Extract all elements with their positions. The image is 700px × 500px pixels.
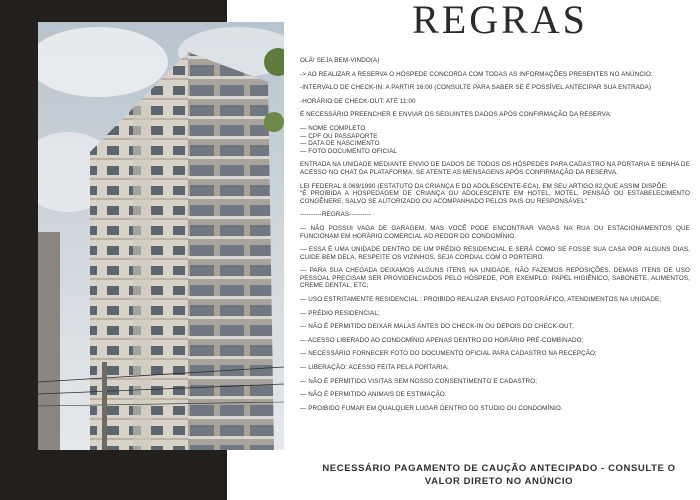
rule-item: — NÃO É PERMITIDO VISITAS SEM NOSSO CONSENTIMENTO E CADASTRO;	[300, 377, 538, 385]
page-title: REGRAS	[412, 0, 588, 42]
agree-text: -> AO REALIZAR A RESERVA O HÓSPEDE CONCORDA COM TODAS AS INFORMAÇÕES PRESENTES NO ANÚNCIO:	[300, 70, 653, 78]
rule-item: — ESSA É UMA UNIDADE DENTRO DE UM PRÉDIO RESIDENCIAL E SERÁ COMO SE FOSSE SUA CASA POR ALGUNS DIAS, CUIDE BEM DELA, RESPEITE OS VIZINHOS, SEJA CORDIAL COM O PORTEIRO.	[300, 246, 690, 261]
rule-item: — PARA SUA CHEGADA DEIXAMOS ALGUNS ITENS NA UNIDADE, NÃO FAZEMOS REPOSIÇÕES, DEMAIS ITENS DE USO PESSOAL PRECISAM SER PROVIDENCIADOS PELO HÓSPEDE, POR EXEMPLO: PAPEL HIGIÊNICO, SABONETE, ALIMENTOS, CREME DENTAL, ETC;	[300, 267, 690, 290]
list-item: — FOTO DOCUMENTO OFICIAL	[300, 147, 397, 155]
building-photo	[38, 22, 284, 450]
rule-item: — PRÉDIO RESIDENCIAL;	[300, 309, 380, 317]
checkout-text: -HORÁRIO DE CHECK-OUT: ATÉ 11:00	[300, 97, 416, 105]
lei-paragraph: LEI FEDERAL 8.069/1990 (ESTATUTO DA CRIANÇA E DO ADOLESCENTE-ECA), EM SEU ARTIGO 82,QUE ASSIM DISPÕE:	[300, 182, 668, 190]
required-intro: É NECESSÁRIO PREENCHER E ENVIAR OS SEGUINTES DADOS APÓS CONFIRMAÇÃO DA RESERVA:	[300, 111, 612, 119]
regras-divider: ----------REGRAS----------	[300, 211, 372, 219]
deposit-line-1: NECESSÁRIO PAGAMENTO DE CAUÇÃO ANTECIPADO - CONSULTE O	[322, 463, 676, 474]
rule-item: — PROIBIDO FUMAR EM QUALQUER LUGAR DENTRO DO STUDIO OU CONDOMÍNIO.	[300, 404, 563, 412]
rules-content	[300, 57, 690, 418]
list-item: — NOME COMPLETO	[300, 124, 366, 132]
entrada-paragraph: ENTRADA NA UNIDADE MEDIANTE ENVIO DE DADOS DE TODOS OS HÓSPEDES PARA CADASTRO NA PORTARIA E SENHA DE ACESSO NO CHAT DA PLATAFORMA, SE ATENTE AS MENSAGENS APÓS CONFIRMAÇÃO DA RESERVA.	[300, 161, 690, 176]
rule-item: — ACESSO LIBERADO AO CONDOMÍNIO APENAS DENTRO DO HORÁRIO PRÉ-COMBINADO;	[300, 336, 584, 344]
greeting-text: OLÁ! SEJA BEM-VINDO(A)	[300, 57, 380, 64]
list-item: — DATA DE NASCIMENTO	[300, 140, 380, 148]
list-item: — CPF OU PASSAPORTE	[300, 132, 378, 140]
rule-item: — NÃO POSSUI VAGA DE GARAGEM, MAS VOCÊ PODE ENCONTRAR VAGAS NA RUA OU ESTACIONAMENTOS QUE FUNCIONAM EM HORÁRIO COMERCIAL AO REDOR DO CONDOMÍNIO.	[300, 224, 690, 240]
rule-item: — NÃO É PERMITIDO DEIXAR MALAS ANTES DO CHECK-IN OU DEPOIS DO CHECK-OUT,	[300, 323, 574, 331]
lei-quote: “É PROIBIDA A HOSPEDAGEM DE CRIANÇA OU ADOLESCENTE EM HOTEL, MOTEL, PENSÃO OU ESTABELECIMENTO CONGÊNERE, SALVO SE AUTORIZADO OU ACOMPANHADO PELOS PAIS OU RESPONSÁVEL”	[300, 190, 690, 205]
required-list	[300, 125, 690, 155]
rule-item: — USO ESTRITAMENTE RESIDENCIAL : PROIBIDO REALIZAR ENSAIO FOTOGRÁFICO, ATENDIMENTOS NA UNIDADE;	[300, 296, 662, 304]
deposit-line-2: VALOR DIRETO NO ANÚNCIO	[424, 476, 574, 487]
checkin-text: -INTERVALO DE CHECK-IN: A PARTIR 16:00 (CONSULTE PARA SABER SE É POSSÍVEL ANTECIPAR SUA ENTRADA)	[300, 84, 652, 92]
rule-item: — NECESSÁRIO FORNECER FOTO DO DOCUMENTO OFICIAL PARA CADASTRO NA RECEPÇÃO;	[300, 350, 597, 358]
deposit-notice	[300, 462, 698, 488]
rule-item: — LIBERAÇÃO: ACESSO FEITA PELA PORTARIA;	[300, 364, 449, 372]
rule-item: — NÃO É PERMITIDO ANIMAIS DE ESTIMAÇÃO.	[300, 391, 447, 399]
